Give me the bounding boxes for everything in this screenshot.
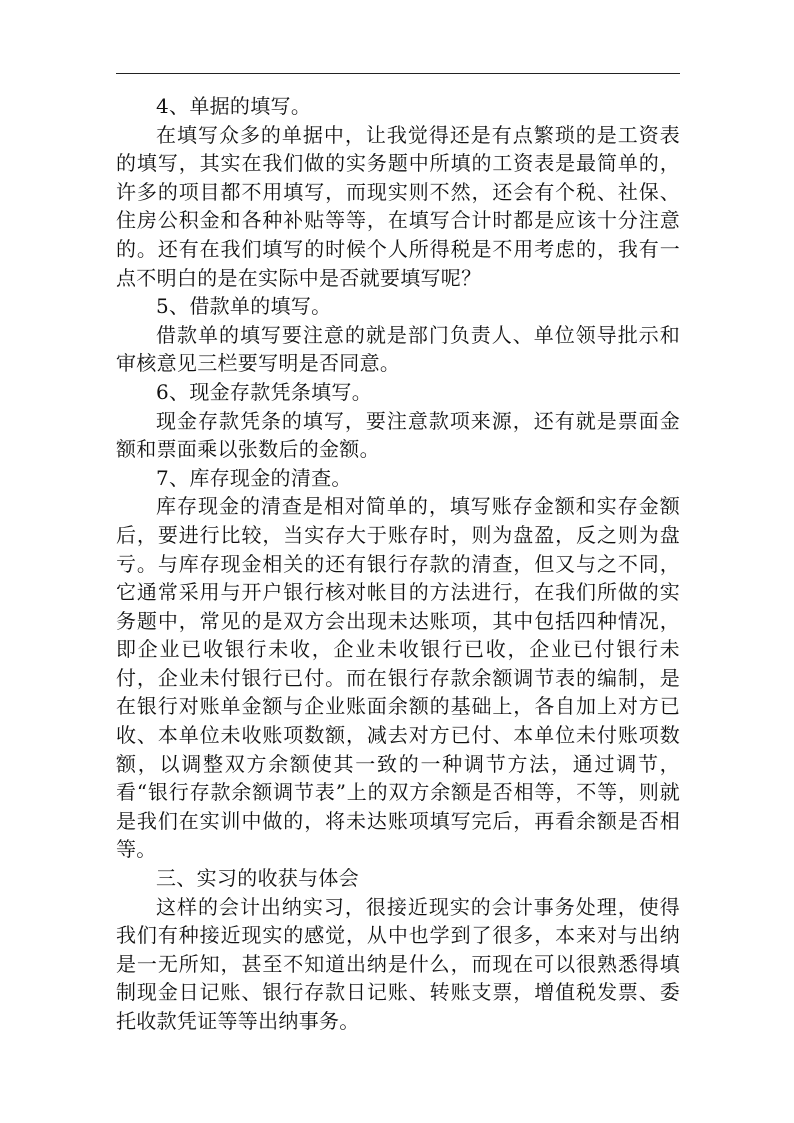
paragraph-receipts: 在填写众多的单据中，让我觉得还是有点繁琐的是工资表的填写，其实在我们做的实务题中所填的工资表是最简单的，许多的项目都不用填写，而现实则不然，还会有个税、社保、住房公积金和各种补贴等等，在填写合计时都是应该十分注意的。还有在我们填写的时候个人所得税是不用考虑的，我有一点不明白的是在实际中是否就要填写呢？ bbox=[116, 122, 680, 290]
paragraph-cash-deposit: 现金存款凭条的填写，要注意款项来源，还有就是票面金额和票面乘以张数后的金额。 bbox=[116, 408, 680, 462]
paragraph-cash-check: 库存现金的清查是相对简单的，填写账存金额和实存金额后，要进行比较，当实存大于账存时，则为盘盈，反之则为盘亏。与库存现金相关的还有银行存款的清查，但又与之不同，它通常采用与开户银行核对帐目的方法进行，在我们所做的实务题中，常见的是双方会出现未达账项，其中包括四种情况，即企业已收银行未收，企业未收银行已收，企业已付银行未付，企业未付银行已付。而在银行存款余额调节表的编制，是在银行对账单金额与企业账面余额的基础上，各自加上对方已收、本单位未收账项数额，减去对方已付、本单位未付账项数额，以调整双方余额使其一致的一种调节方法，通过调节，看“银行存款余额调节表”上的双方余额是否相等，不等，则就是我们在实训中做的，将未达账项填写完后，再看余额是否相等。 bbox=[116, 494, 680, 862]
section-heading-loan-slip: 5、借款单的填写。 bbox=[156, 294, 332, 319]
paragraph-loan-slip: 借款单的填写要注意的就是部门负责人、单位领导批示和审核意见三栏要写明是否同意。 bbox=[116, 322, 680, 376]
section-heading-cash-check: 7、库存现金的清查。 bbox=[156, 465, 352, 490]
header-rule bbox=[116, 73, 680, 74]
document-body bbox=[116, 92, 680, 1036]
section-heading-gains: 三、实习的收获与体会 bbox=[156, 866, 359, 891]
paragraph-gains: 这样的会计出纳实习，很接近现实的会计事务处理，使得我们有种接近现实的感觉，从中也学到了很多，本来对与出纳是一无所知，甚至不知道出纳是什么，而现在可以很熟悉得填制现金日记账、银行存款日记账、转账支票，增值税发票、委托收款凭证等等出纳事务。 bbox=[116, 894, 680, 1033]
section-heading-receipts: 4、单据的填写。 bbox=[156, 94, 312, 118]
section-heading-cash-deposit: 6、现金存款凭条填写。 bbox=[156, 379, 373, 404]
